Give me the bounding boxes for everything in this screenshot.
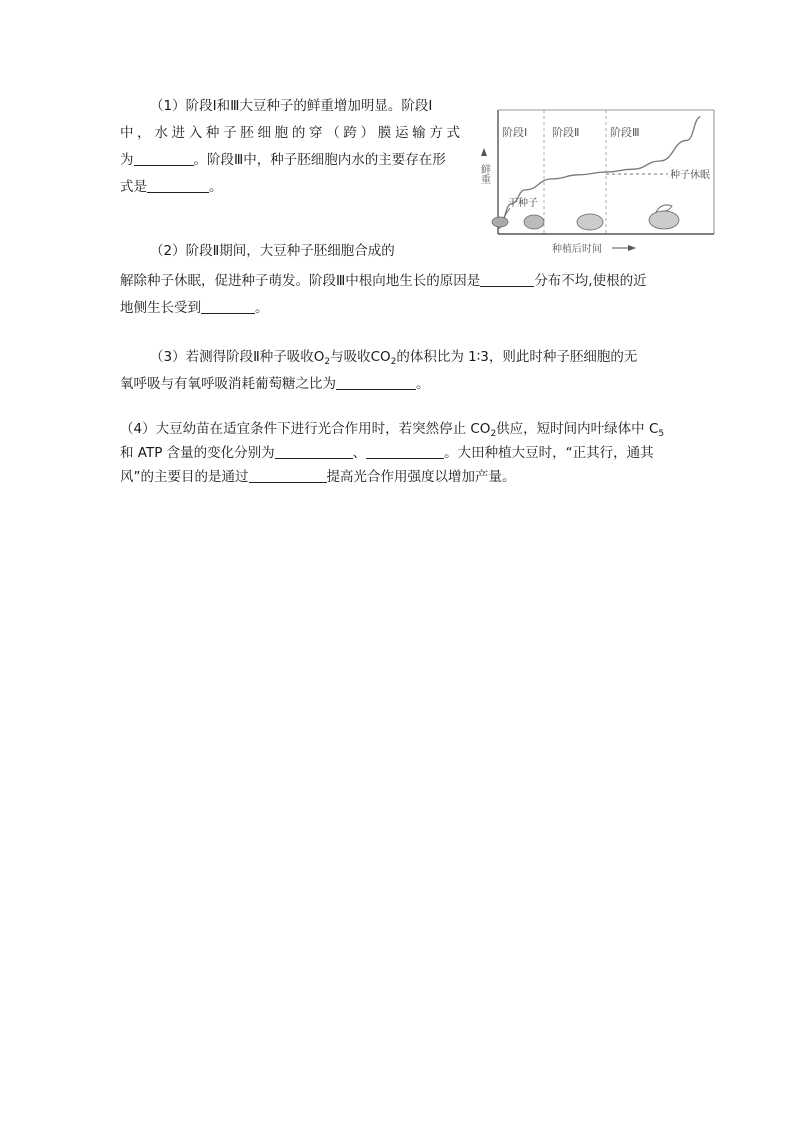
q1-line-2: 中，水进入种子胚细胞的穿（跨）膜运输方式: [120, 125, 460, 141]
q1-line-4: 式是 。: [120, 179, 223, 195]
sprout-icon: [656, 205, 672, 212]
q4-line-1: （4）大豆幼苗在适宜条件下进行光合作用时，若突然停止 $CO_2$供应，短时间内叶绿体中 $C_5$: [120, 421, 665, 439]
dry-seed-icon: [492, 217, 508, 227]
y-axis-arrow: [481, 148, 487, 156]
q2-line-2: 解除种子休眠，促进种子萌发。阶段Ⅲ中根向地生长的原因是 分布不均,使根的近: [120, 273, 647, 289]
x-axis-label: 种植后时间: [552, 244, 602, 255]
answer-blank[interactable]: [249, 468, 327, 483]
answer-blank[interactable]: [134, 151, 194, 166]
seed-icon: [524, 215, 544, 229]
answer-blank[interactable]: [201, 299, 255, 314]
x-axis-arrow: [628, 245, 636, 251]
answer-blank[interactable]: [147, 178, 209, 193]
dormancy-label: 种子休眠: [670, 170, 710, 181]
seed-icon: [649, 211, 679, 229]
fresh-weight-chart: [478, 104, 718, 260]
q4-line-3: 风”的主要目的是通过 提高光合作用强度以增加产量。: [120, 469, 516, 485]
question-3: [120, 344, 676, 398]
question-2-start: （2）阶段Ⅱ期间，大豆种子胚细胞合成的: [150, 243, 395, 259]
seed-icon: [577, 214, 603, 230]
q1-line-1: （1）阶段Ⅰ和Ⅲ大豆种子的鲜重增加明显。阶段Ⅰ: [150, 98, 433, 114]
q2-line-3: 地侧生长受到 。: [120, 300, 269, 316]
question-4: [120, 417, 680, 489]
q3-line-2: 氧呼吸与有氧呼吸消耗葡萄糖之比为 。: [120, 376, 430, 392]
q4-line-2: 和 ATP 含量的变化分别为 、 。大田种植大豆时，“正其行，通其: [120, 445, 654, 461]
phase-label: 阶段Ⅱ: [552, 126, 580, 139]
answer-blank[interactable]: [366, 444, 444, 459]
q3-line-1: （3）若测得阶段Ⅱ种子吸收$O_2$与吸收$CO_2$的体积比为 1∶3，则此时种子胚细胞的无: [150, 349, 638, 367]
answer-blank[interactable]: [275, 444, 353, 459]
answer-blank[interactable]: [480, 272, 534, 287]
question-2: [120, 268, 676, 322]
q1-line-3: 为 。阶段Ⅲ中，种子胚细胞内水的主要存在形: [120, 152, 446, 168]
phase-label: 阶段Ⅲ: [610, 126, 640, 139]
y-axis-label: 鲜重: [478, 164, 490, 184]
question-1: [120, 93, 460, 201]
answer-blank[interactable]: [336, 375, 416, 390]
dry-seed-label: 干种子: [508, 198, 538, 209]
phase-label: 阶段Ⅰ: [502, 126, 528, 139]
